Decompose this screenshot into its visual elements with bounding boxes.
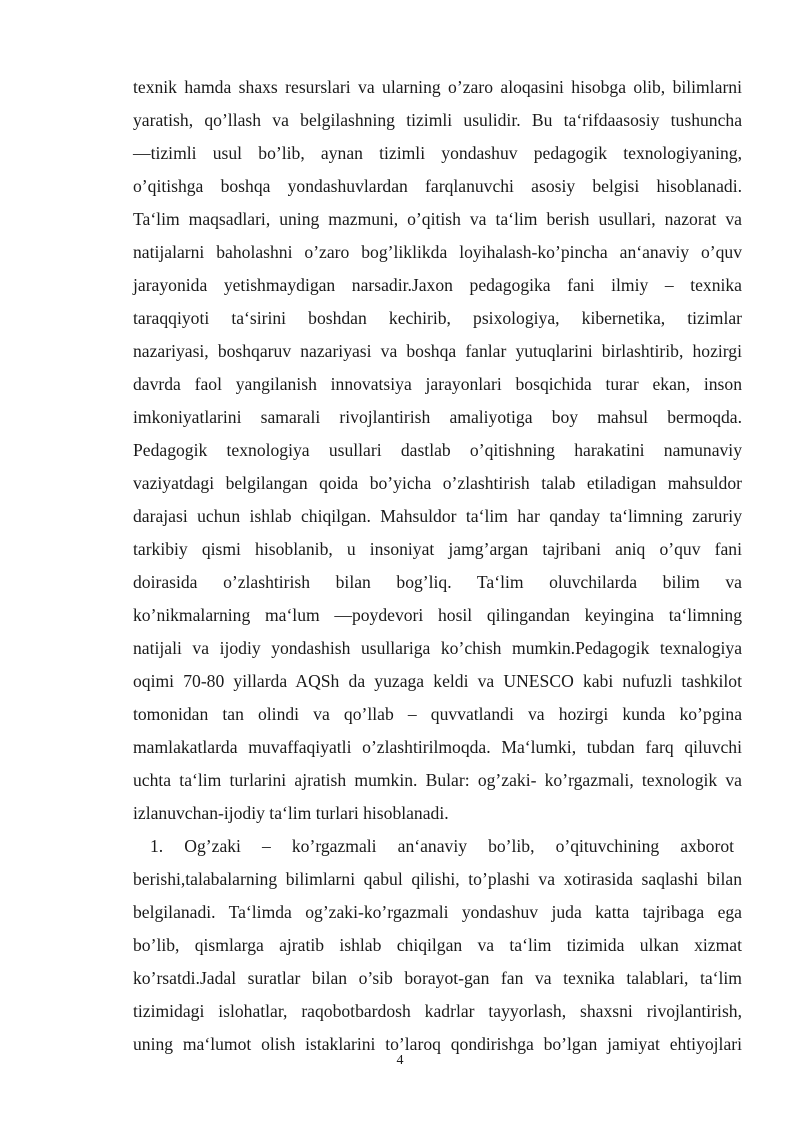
text-line: darajasi uchun ishlab chiqilgan. Mahsuldor ta‘lim har qanday ta‘limning zaruriy xyxy=(133,506,742,526)
text-line: ko’rsatdi.Jadal suratlar bilan o’sib borayot-gan fan va texnika talablari, ta‘lim xyxy=(133,968,742,988)
text-line: berishi,talabalarning bilimlarni qabul qilishi, to’plashi va xotirasida saqlashi bilan xyxy=(133,869,742,889)
text-line: davrda faol yangilanish innovatsiya jarayonlari bosqichida turar ekan, inson xyxy=(133,374,742,394)
text-line: tarkibiy qismi hisoblanib, u insoniyat jamg’argan tajribani aniq o’quv fani xyxy=(133,539,742,559)
text-line: Pedagogik texnologiya usullari dastlab o’qitishning harakatini namunaviy xyxy=(133,440,742,460)
text-line: o’qitishga boshqa yondashuvlardan farqlanuvchi asosiy belgisi hisoblanadi. xyxy=(133,176,742,196)
text-line: taraqqiyoti ta‘sirini boshdan kechirib, psixologiya, kibernetika, tizimlar xyxy=(133,308,742,328)
text-line: Ta‘lim maqsadlari, uning mazmuni, o’qitish va ta‘lim berish usullari, nazorat va xyxy=(133,209,742,229)
text-line: texnik hamda shaxs resurslari va ularning o’zaro aloqasini hisobga olib, bilimlarni xyxy=(133,77,742,97)
text-line: bo’lib, qismlarga ajratib ishlab chiqilgan va ta‘lim tizimida ulkan xizmat xyxy=(133,935,742,955)
text-line: belgilanadi. Ta‘limda og’zaki-ko’rgazmali yondashuv juda katta tajribaga ega xyxy=(133,902,742,922)
text-line: nazariyasi, boshqaruv nazariyasi va boshqa fanlar yutuqlarini birlashtirib, hozirgi xyxy=(133,341,742,361)
text-line: uchta ta‘lim turlarini ajratish mumkin. Bular: og’zaki- ko’rgazmali, texnologik va xyxy=(133,770,742,790)
text-line: doirasida o’zlashtirish bilan bog’liq. Ta‘lim oluvchilarda bilim va xyxy=(133,572,742,592)
text-line: imkoniyatlarini samarali rivojlantirish amaliyotiga boy mahsul bermoqda. xyxy=(133,407,742,427)
text-line: natijalarni baholashni o’zaro bog’liklikda loyihalash-ko’pincha an‘anaviy o’quv xyxy=(133,242,742,262)
page-number: 4 xyxy=(396,1053,404,1068)
text-line: ko’nikmalarning ma‘lum ―poydevori hosil qilingandan keyingina ta‘limning xyxy=(133,605,742,625)
list-item-line: 1. Og’zaki – ko’rgazmali an‘anaviy bo’lib, o’qituvchining axborot xyxy=(150,836,734,856)
text-line: uning ma‘lumot olish istaklarini to’laroq qondirishga bo’lgan jamiyat ehtiyojlari xyxy=(133,1034,742,1054)
text-line: tizimidagi islohatlar, raqobotbardosh kadrlar tayyorlash, shaxsni rivojlantirish, xyxy=(133,1001,742,1021)
text-line: natijali va ijodiy yondashish usullariga ko’chish mumkin.Pedagogik texnalogiya xyxy=(133,638,742,658)
text-line: tomonidan tan olindi va qo’llab – quvvatlandi va hozirgi kunda ko’pgina xyxy=(133,704,742,724)
text-line: yaratish, qo’llash va belgilashning tizimli usulidir. Bu ta‘rifdaasosiy tushuncha xyxy=(133,110,742,130)
text-line: vaziyatdagi belgilangan qoida bo’yicha o’zlashtirish talab etiladigan mahsuldor xyxy=(133,473,742,493)
text-line: ―tizimli usul bo’lib, aynan tizimli yondashuv pedagogik texnologiyaning, xyxy=(133,143,742,163)
text-line: mamlakatlarda muvaffaqiyatli o’zlashtirilmoqda. Ma‘lumki, tubdan farq qiluvchi xyxy=(133,737,742,757)
text-line: oqimi 70-80 yillarda AQSh da yuzaga keldi va UNESCO kabi nufuzli tashkilot xyxy=(133,671,742,691)
text-line: izlanuvchan-ijodiy ta‘lim turlari hisoblanadi. xyxy=(133,803,449,823)
text-line: jarayonida yetishmaydigan narsadir.Jaxon pedagogika fani ilmiy – texnika xyxy=(133,275,742,295)
